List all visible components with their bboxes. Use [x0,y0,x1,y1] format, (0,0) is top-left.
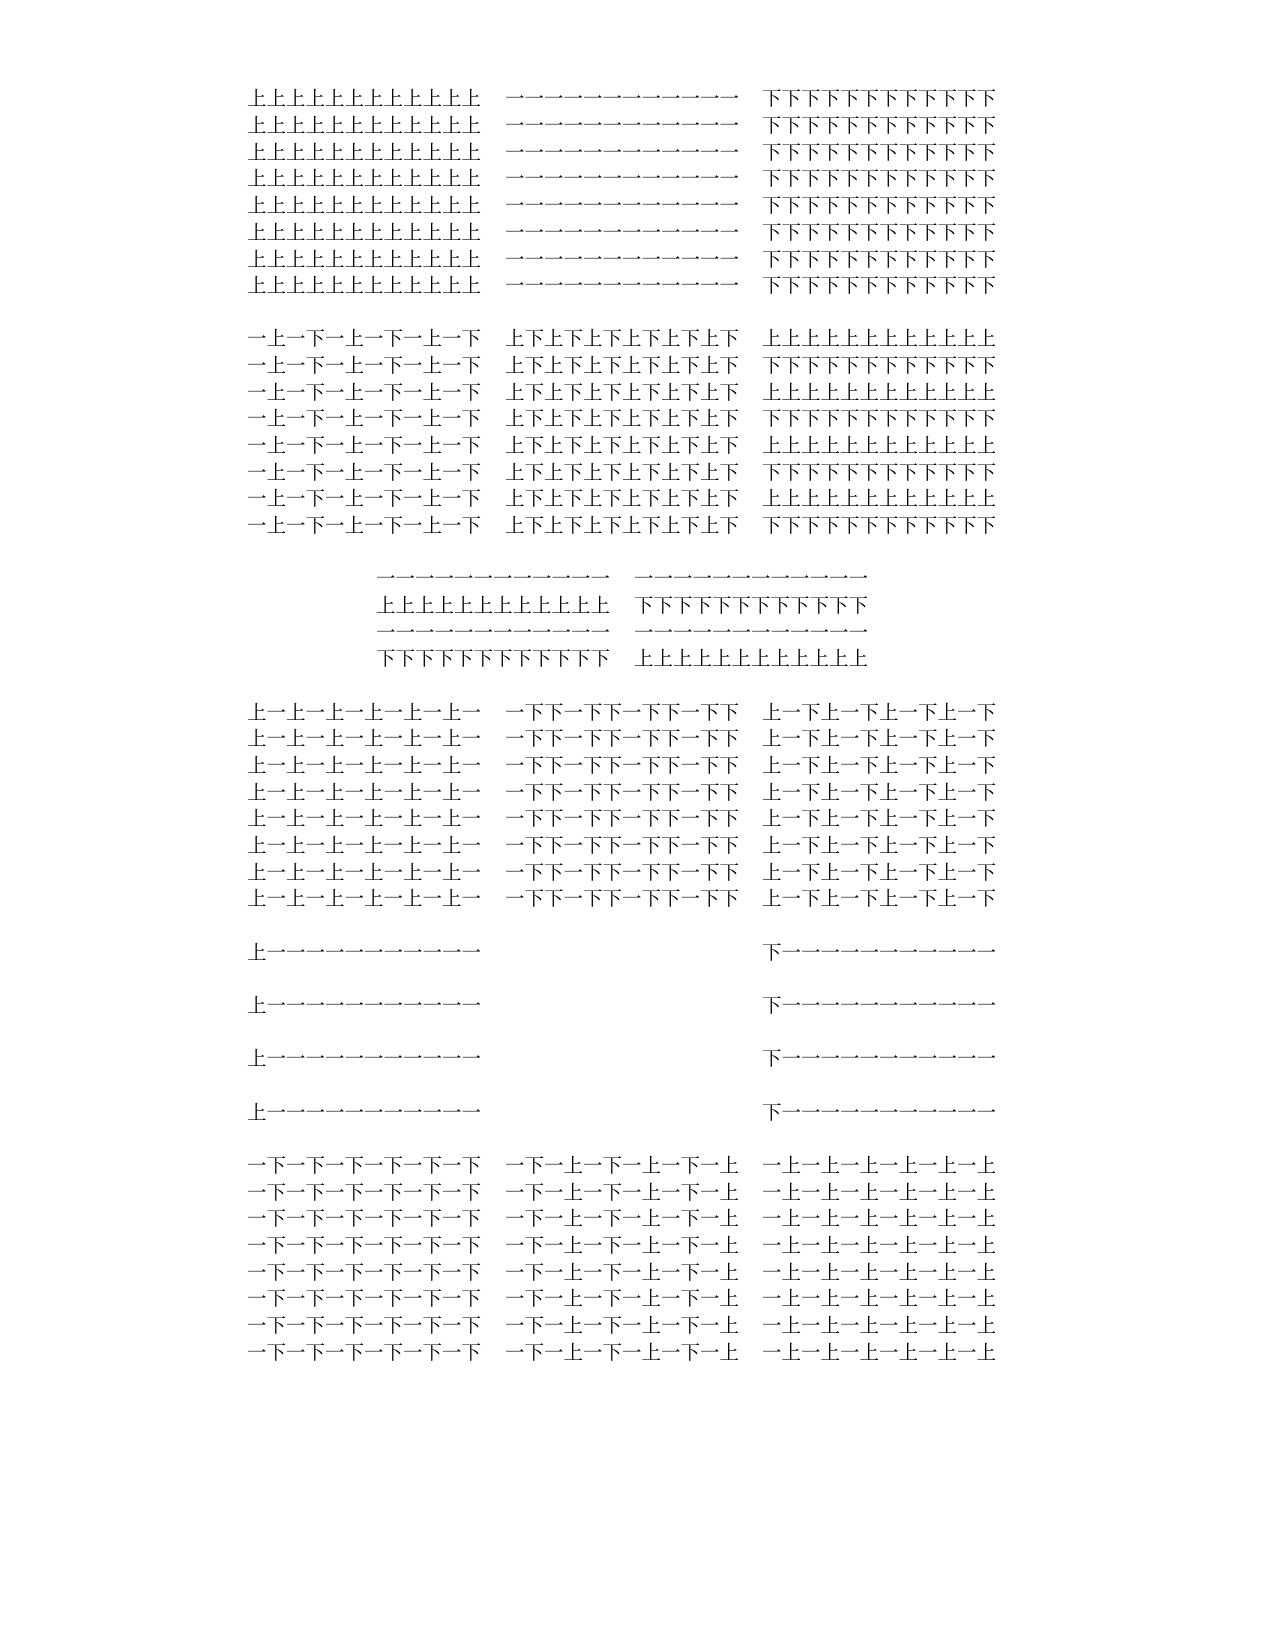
text-line: 上一下上一下上一下上一下 [762,754,997,777]
text-line: 上一下上一下上一下上一下 [762,727,997,750]
text-line: 一上一上一上一上一上一上 [762,1154,997,1177]
text-line: 上一上一上一上一上一上一 [247,807,482,830]
text-line: 上上上上上上上上上上上上 [634,647,869,670]
text-line: 一上一上一上一上一上一上 [762,1261,997,1284]
text-line: 上一上一上一上一上一上一 [247,781,482,804]
text-line: 上上上上上上上上上上上上 [376,594,611,617]
text-line: 上下上下上下上下上下上下 [505,514,740,537]
text-line: 下下下下下下下下下下下下 [376,647,611,670]
text-line: 一一一一一一一一一一一一 [505,167,740,190]
text-line: 一下下一下下一下下一下下 [505,701,740,724]
text-line: 上一一一一一一一一一一一 [247,941,482,964]
text-line: 一下一下一下一下一下一下 [247,1207,482,1230]
text-line: 上一下上一下上一下上一下 [762,834,997,857]
text-line: 一上一下一上一下一上一下 [247,354,482,377]
text-line: 上上上上上上上上上上上上 [247,114,482,137]
text-line: 一一一一一一一一一一一一 [505,87,740,110]
text-line: 下一一一一一一一一一一一 [762,994,997,1017]
text-line: 上一下上一下上一下上一下 [762,807,997,830]
text-line: 一一一一一一一一一一一一 [634,567,869,590]
text-line: 一下一下一下一下一下一下 [247,1181,482,1204]
text-line: 上上上上上上上上上上上上 [762,434,997,457]
text-line: 一上一下一上一下一上一下 [247,514,482,537]
text-line: 上上上上上上上上上上上上 [247,248,482,271]
text-line: 上上上上上上上上上上上上 [247,87,482,110]
text-line: 下下下下下下下下下下下下 [762,407,997,430]
text-line: 一下一上一下一上一下一上 [505,1207,740,1230]
text-line: 上一一一一一一一一一一一 [247,1047,482,1070]
text-line: 一一一一一一一一一一一一 [505,194,740,217]
text-line: 一下下一下下一下下一下下 [505,861,740,884]
text-line: 上一下上一下上一下上一下 [762,701,997,724]
text-line: 上一下上一下上一下上一下 [762,781,997,804]
text-line: 上上上上上上上上上上上上 [247,141,482,164]
text-line: 一上一上一上一上一上一上 [762,1287,997,1310]
text-line: 一下一上一下一上一下一上 [505,1234,740,1257]
text-line: 下下下下下下下下下下下下 [762,514,997,537]
text-line: 下下下下下下下下下下下下 [762,167,997,190]
text-line: 一下下一下下一下下一下下 [505,834,740,857]
text-line: 一上一上一上一上一上一上 [762,1181,997,1204]
text-line: 上下上下上下上下上下上下 [505,381,740,404]
text-line: 下一一一一一一一一一一一 [762,1101,997,1124]
text-line: 一一一一一一一一一一一一 [376,621,611,644]
text-line: 上上上上上上上上上上上上 [247,221,482,244]
text-line: 一下一上一下一上一下一上 [505,1341,740,1364]
text-line: 一上一下一上一下一上一下 [247,381,482,404]
text-line: 一上一下一上一下一上一下 [247,407,482,430]
text-line: 上下上下上下上下上下上下 [505,461,740,484]
text-line: 上一下上一下上一下上一下 [762,887,997,910]
text-line: 一上一上一上一上一上一上 [762,1314,997,1337]
text-line: 下下下下下下下下下下下下 [762,194,997,217]
text-line: 下下下下下下下下下下下下 [762,141,997,164]
text-line: 下下下下下下下下下下下下 [762,221,997,244]
text-line: 一下一下一下一下一下一下 [247,1287,482,1310]
text-line: 一下下一下下一下下一下下 [505,807,740,830]
text-line: 下下下下下下下下下下下下 [762,274,997,297]
text-line: 一下一上一下一上一下一上 [505,1314,740,1337]
text-line: 上上上上上上上上上上上上 [247,167,482,190]
text-line: 一一一一一一一一一一一一 [505,248,740,271]
text-line: 一一一一一一一一一一一一 [505,114,740,137]
text-line: 上一上一上一上一上一上一 [247,834,482,857]
text-line: 上上上上上上上上上上上上 [762,327,997,350]
text-line: 下下下下下下下下下下下下 [762,87,997,110]
text-line: 上上上上上上上上上上上上 [247,194,482,217]
text-line: 上一上一上一上一上一上一 [247,701,482,724]
text-line: 一下下一下下一下下一下下 [505,754,740,777]
text-line: 上上上上上上上上上上上上 [247,274,482,297]
text-line: 上上上上上上上上上上上上 [762,487,997,510]
text-line: 上下上下上下上下上下上下 [505,354,740,377]
text-line: 上一上一上一上一上一上一 [247,861,482,884]
text-line: 一上一上一上一上一上一上 [762,1234,997,1257]
text-line: 下一一一一一一一一一一一 [762,1047,997,1070]
text-line: 一上一上一上一上一上一上 [762,1207,997,1230]
text-line: 上下上下上下上下上下上下 [505,407,740,430]
text-line: 下下下下下下下下下下下下 [762,248,997,271]
text-line: 一上一上一上一上一上一上 [762,1341,997,1364]
text-line: 下下下下下下下下下下下下 [762,354,997,377]
text-line: 上一上一上一上一上一上一 [247,887,482,910]
text-line: 一下一上一下一上一下一上 [505,1287,740,1310]
text-line: 上一下上一下上一下上一下 [762,861,997,884]
text-line: 一下一下一下一下一下一下 [247,1341,482,1364]
text-line: 一上一下一上一下一上一下 [247,487,482,510]
text-line: 一一一一一一一一一一一一 [376,567,611,590]
text-line: 上上上上上上上上上上上上 [762,381,997,404]
text-line: 上一一一一一一一一一一一 [247,1101,482,1124]
text-line: 一下一上一下一上一下一上 [505,1261,740,1284]
text-line: 一上一下一上一下一上一下 [247,434,482,457]
text-line: 一上一下一上一下一上一下 [247,461,482,484]
text-line: 一一一一一一一一一一一一 [505,221,740,244]
text-line: 上下上下上下上下上下上下 [505,487,740,510]
text-line: 上下上下上下上下上下上下 [505,327,740,350]
text-line: 上一上一上一上一上一上一 [247,754,482,777]
text-line: 一一一一一一一一一一一一 [505,141,740,164]
text-line: 一下一下一下一下一下一下 [247,1154,482,1177]
text-line: 一下一下一下一下一下一下 [247,1261,482,1284]
text-line: 一下一上一下一上一下一上 [505,1181,740,1204]
text-line: 一下下一下下一下下一下下 [505,887,740,910]
text-line: 上一一一一一一一一一一一 [247,994,482,1017]
text-line: 一下一下一下一下一下一下 [247,1314,482,1337]
text-line: 一一一一一一一一一一一一 [505,274,740,297]
text-line: 下下下下下下下下下下下下 [762,461,997,484]
text-line: 一下下一下下一下下一下下 [505,727,740,750]
text-line: 上下上下上下上下上下上下 [505,434,740,457]
text-line: 一下一下一下一下一下一下 [247,1234,482,1257]
text-line: 下一一一一一一一一一一一 [762,941,997,964]
text-line: 下下下下下下下下下下下下 [762,114,997,137]
text-line: 下下下下下下下下下下下下 [634,594,869,617]
text-line: 一一一一一一一一一一一一 [634,621,869,644]
text-line: 一下一上一下一上一下一上 [505,1154,740,1177]
text-line: 一下下一下下一下下一下下 [505,781,740,804]
text-line: 上一上一上一上一上一上一 [247,727,482,750]
text-line: 一上一下一上一下一上一下 [247,327,482,350]
